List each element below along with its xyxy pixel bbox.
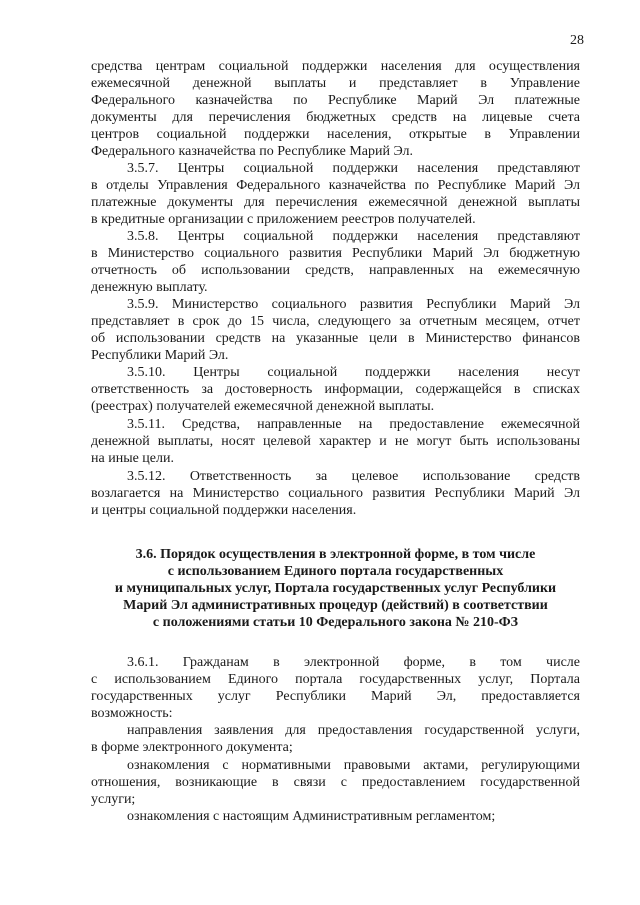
text-line: 3.5.9. Министерство социального развития Республики Марий Эл: [127, 297, 580, 312]
text-line: на иные цели.: [91, 451, 174, 466]
text-line: в форме электронного документа;: [91, 740, 293, 755]
paragraph-3-5-10: [91, 364, 580, 415]
page-number: 28: [570, 33, 584, 48]
text-line: 3.5.11. Средства, направленные на предоставление ежемесячной: [127, 417, 580, 432]
text-line: центров социальной поддержки населения, открытые в Управлении: [91, 127, 580, 142]
text-line: возлагается на Министерство социального развития Республики Марий Эл: [91, 486, 580, 501]
text-line: платежные документы для перечисления ежемесячной денежной выплаты: [91, 195, 580, 210]
text-line: 3.5.12. Ответственность за целевое использование средств: [127, 469, 580, 484]
heading-line: 3.6. Порядок осуществления в электронной форме, в том числе: [135, 547, 536, 562]
text-line: средства центрам социальной поддержки населения для осуществления: [91, 59, 580, 74]
text-line: (реестрах) получателей ежемесячной денежной выплаты.: [91, 399, 435, 414]
paragraph-3-5-12: [91, 468, 580, 519]
text-line: отчетность об использовании средств, направленных на ежемесячную: [91, 263, 580, 278]
text-line: ответственность за достоверность информации, содержащейся в списках: [91, 382, 580, 397]
list-item-regulations: [91, 757, 580, 808]
text-line: 3.5.8. Центры социальной поддержки населения представляют: [127, 229, 580, 244]
text-line: государственных услуг Республики Марий Эл, предоставляется: [91, 689, 580, 704]
paragraph-continuation: [91, 58, 580, 160]
section-heading: [91, 546, 580, 631]
text-line: документы для перечисления бюджетных средств на лицевые счета: [91, 110, 580, 125]
heading-line: Марий Эл административных процедур (действий) в соответствии: [123, 598, 548, 613]
text-line: денежной выплаты, носят целевой характер и не могут быть использованы: [91, 434, 580, 449]
paragraph-3-5-9: [91, 296, 580, 364]
text-line: направления заявления для предоставления государственной услуги,: [127, 723, 580, 738]
text-line: отношения, возникающие в связи с предоставлением государственной: [91, 775, 580, 790]
text-line: представляет в срок до 15 числа, следующего за отчетным месяцем, отчет: [91, 314, 580, 329]
text-line: Федерального казначейства по Республике Марий Эл.: [91, 144, 414, 159]
paragraph-3-6-1: [91, 654, 580, 722]
list-item-admin-regulation: [91, 808, 580, 825]
paragraph-3-5-8: [91, 228, 580, 296]
paragraph-3-5-11: [91, 416, 580, 467]
text-line: ознакомления с настоящим Административным регламентом;: [127, 809, 496, 824]
heading-line: и муниципальных услуг, Портала государственных услуг Республики: [114, 581, 557, 596]
text-line: услуги;: [91, 792, 136, 807]
list-item-submit-application: [91, 722, 580, 756]
text-line: денежную выплату.: [91, 280, 208, 295]
text-line: ознакомления с нормативными правовыми актами, регулирующими: [127, 758, 580, 773]
heading-line: с использованием Единого портала государственных: [167, 564, 504, 579]
heading-line: с положениями статьи 10 Федерального закона № 210-ФЗ: [152, 615, 519, 630]
text-line: Федерального казначейства по Республике Марий Эл платежные: [91, 93, 580, 108]
paragraph-3-5-7: [91, 160, 580, 228]
text-line: об использовании средств на указанные цели в Министерство финансов: [91, 331, 580, 346]
text-line: и центры социальной поддержки населения.: [91, 503, 357, 518]
text-line: в отделы Управления Федерального казначейства по Республике Марий Эл: [91, 178, 580, 193]
text-line: 3.5.10. Центры социальной поддержки населения несут: [127, 365, 580, 380]
text-line: возможность:: [91, 706, 173, 721]
text-line: 3.5.7. Центры социальной поддержки населения представляют: [127, 161, 580, 176]
text-line: 3.6.1. Гражданам в электронной форме, в том числе: [127, 655, 580, 670]
text-line: в кредитные организации с приложением реестров получателей.: [91, 212, 476, 227]
text-line: с использованием Единого портала государственных услуг, Портала: [91, 672, 580, 687]
text-line: в Министерство социального развития Республики Марий Эл бюджетную: [91, 246, 580, 261]
text-line: ежемесячной денежной выплаты и представляет в Управление: [91, 76, 580, 91]
text-line: Республики Марий Эл.: [91, 348, 229, 363]
